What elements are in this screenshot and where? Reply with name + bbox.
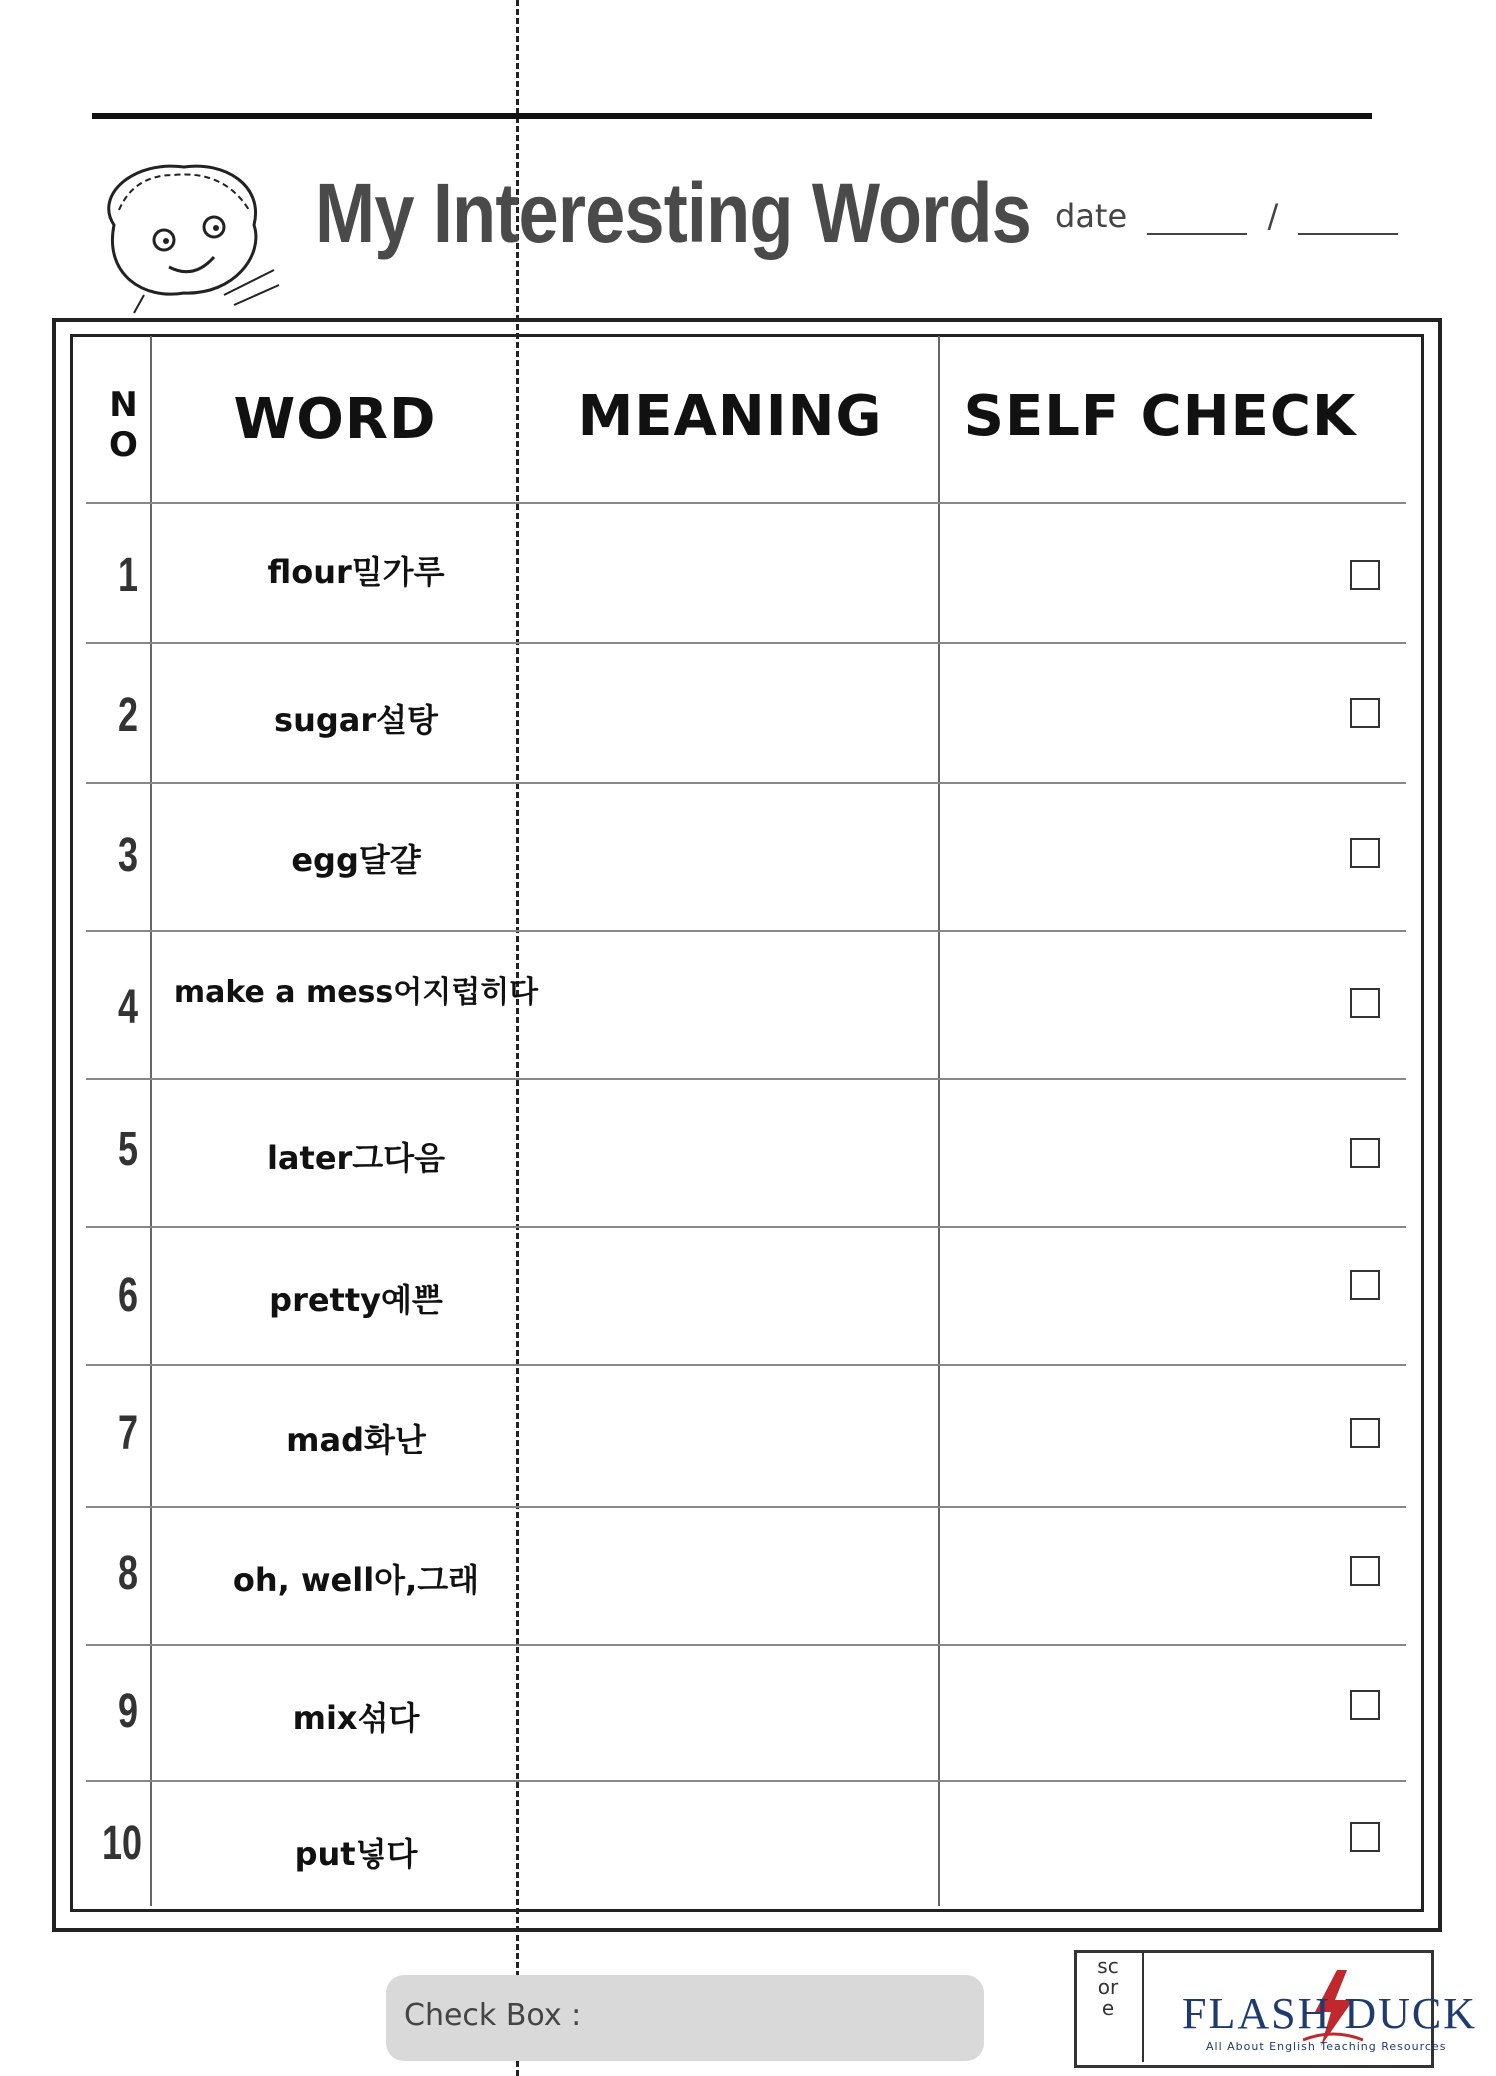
date-label: date [1055,197,1128,235]
row-number: 2 [117,689,139,742]
table-row [86,1228,1406,1364]
header-meaning: MEANING [577,384,883,449]
row-word: pretty예쁜 [269,1281,443,1319]
flash-duck-logo: FLASH DUCK [1182,1989,1478,2038]
row-number: 7 [117,1407,139,1460]
header-no: NO [109,385,139,465]
self-check-checkbox[interactable] [1350,1418,1380,1448]
date-separator: / [1267,197,1279,235]
row-number: 4 [117,981,139,1034]
page-title: My Interesting Words [315,166,1032,260]
row-number: 8 [117,1547,139,1600]
table-row [86,784,1406,930]
self-check-checkbox[interactable] [1350,560,1380,590]
row-word: mix섞다 [292,1699,420,1737]
self-check-checkbox[interactable] [1350,698,1380,728]
row-number: 9 [117,1685,139,1738]
kid-face-icon [74,155,289,315]
header-word: WORD [233,387,437,452]
row-word: egg달걀 [291,841,421,879]
self-check-checkbox[interactable] [1350,1822,1380,1852]
row-word: flour밀가루 [267,553,445,591]
table-row [86,1782,1406,1906]
table-row [86,1646,1406,1780]
self-check-checkbox[interactable] [1350,1138,1380,1168]
table-row [86,644,1406,782]
table-row [86,1508,1406,1644]
date-day-blank[interactable] [1298,203,1398,235]
date-field [1055,197,1408,235]
row-word: mad화난 [286,1421,426,1459]
row-number: 3 [117,829,139,882]
table-row [86,504,1406,642]
date-month-blank[interactable] [1147,203,1247,235]
header-self-check: SELF CHECK [963,384,1357,449]
table-row [86,1080,1406,1226]
self-check-checkbox[interactable] [1350,988,1380,1018]
row-number: 10 [101,1817,143,1870]
score-divider [1142,1953,1144,2062]
self-check-checkbox[interactable] [1350,1690,1380,1720]
self-check-checkbox[interactable] [1350,838,1380,868]
row-number: 6 [117,1269,139,1322]
row-number: 5 [117,1123,139,1176]
row-word: later그다음 [266,1139,446,1177]
top-rule [92,113,1372,119]
table-row [86,1366,1406,1506]
row-word: make a mess어지럽히다 [173,975,539,1010]
score-label: score [1097,1954,1119,2020]
row-word: sugar설탕 [274,701,438,739]
self-check-checkbox[interactable] [1350,1270,1380,1300]
table-row [86,932,1406,1078]
row-word: oh, well아,그래 [232,1561,480,1599]
self-check-checkbox[interactable] [1350,1556,1380,1586]
row-word: put넣다 [294,1835,418,1873]
logo-tagline: All About English Teaching Resources [1206,2040,1447,2053]
check-box-label: Check Box : [404,1998,582,2033]
row-number: 1 [117,549,139,602]
